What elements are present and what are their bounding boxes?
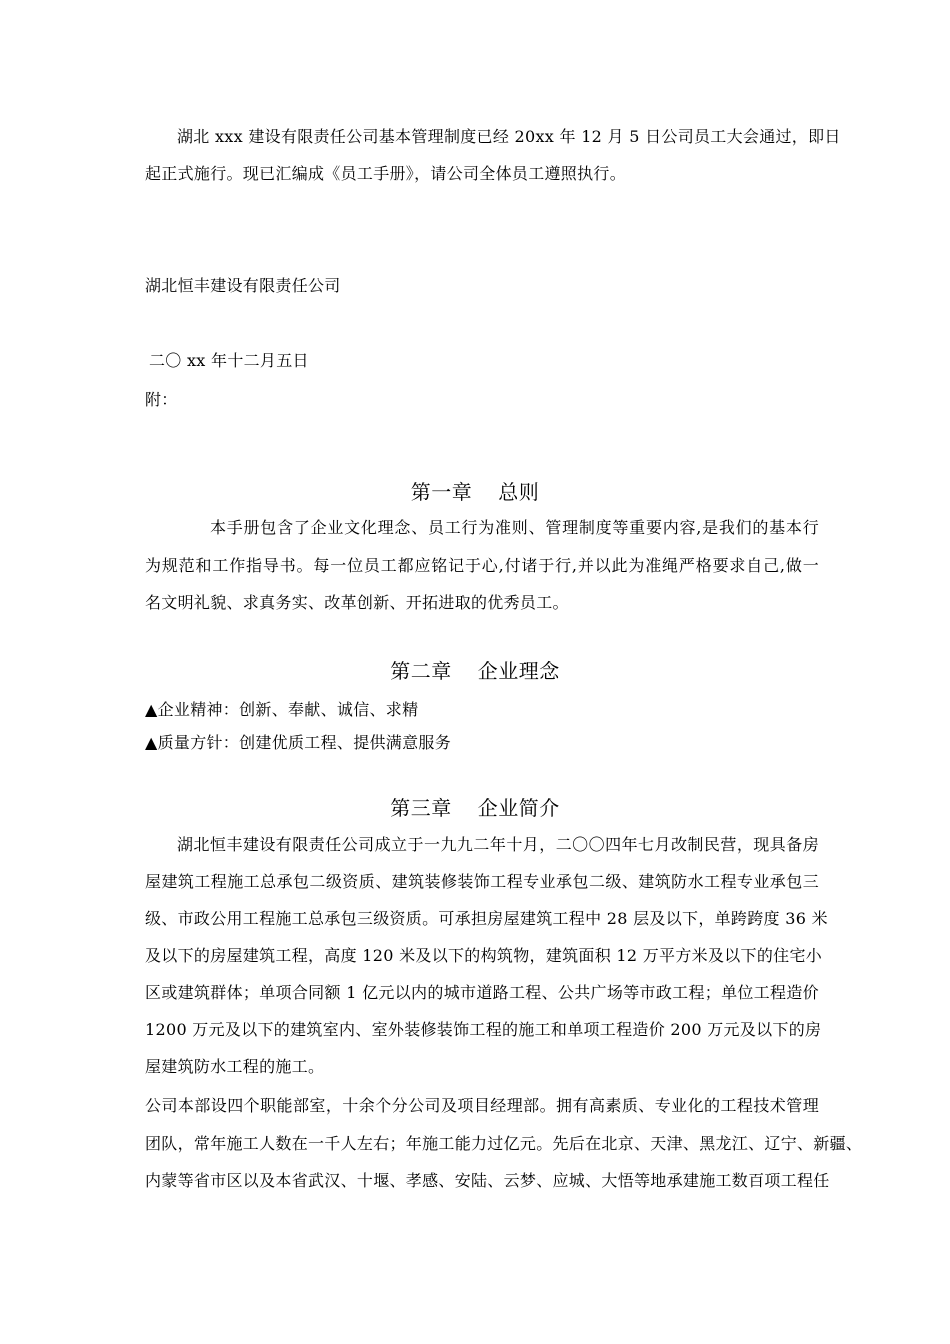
intro-para1-line-1: 湖北恒丰建设有限责任公司成立于一九九二年十月，二〇〇四年七月改制民营，现具备房 (177, 835, 819, 854)
chapter-1-line-1: 本手册包含了企业文化理念、员工行为准则、管理制度等重要内容,是我们的基本行 (210, 518, 819, 537)
intro-para1-line-5: 区或建筑群体；单项合同额 1 亿元以内的城市道路工程、公共广场等市政工程；单位工程造价 (145, 983, 819, 1002)
chapter-1-title: 总则 (498, 480, 540, 504)
chapter-1-number: 第一章 (410, 480, 473, 504)
chapter-1-line-2: 为规范和工作指导书。每一位员工都应铭记于心,付诸于行,并以此为准绳严格要求自己,做一 (145, 556, 819, 575)
appendix-label: 附： (145, 390, 178, 409)
chapter-1-line-3: 名文明礼貌、求真务实、改革创新、开拓进取的优秀员工。 (145, 593, 569, 612)
intro-para2-line-3: 内蒙等省市区以及本省武汉、十堰、孝感、安陆、云梦、应城、大悟等地承建施工数百项工程任 (145, 1171, 830, 1190)
preface-line-2: 起正式施行。现已汇编成《员工手册》，请公司全体员工遵照执行。 (145, 164, 627, 183)
company-signature: 湖北恒丰建设有限责任公司 (145, 276, 341, 295)
intro-para1-line-3: 级、市政公用工程施工总承包三级资质。可承担房屋建筑工程中 28 层及以下，单跨跨度 36 米 (145, 909, 828, 928)
signature-date: 二〇 xx 年十二月五日 (149, 351, 309, 370)
intro-para2-line-2: 团队，常年施工人数在一千人左右；年施工能力过亿元。先后在北京、天津、黑龙江、辽宁、新疆、 (145, 1134, 863, 1153)
chapter-2-number: 第二章 (390, 659, 452, 683)
intro-para1-line-2: 屋建筑工程施工总承包二级资质、建筑装修装饰工程专业承包二级、建筑防水工程专业承包三 (145, 872, 819, 891)
intro-para1-line-7: 屋建筑防水工程的施工。 (145, 1057, 325, 1076)
philosophy-item-spirit: ▲企业精神：创新、奉献、诚信、求精 (145, 700, 419, 719)
chapter-3-number: 第三章 (390, 796, 452, 820)
chapter-2-heading (0, 658, 950, 684)
chapter-3-heading (0, 795, 950, 821)
intro-para1-line-4: 及以下的房屋建筑工程，高度 120 米及以下的构筑物，建筑面积 12 万平方米及以下的住宅小 (145, 946, 823, 965)
intro-para2-line-1: 公司本部设四个职能部室，十余个分公司及项目经理部。拥有高素质、专业化的工程技术管理 (145, 1096, 819, 1115)
chapter-2-title: 企业理念 (477, 659, 560, 683)
preface-line-1: 湖北 xxx 建设有限责任公司基本管理制度已经 20xx 年 12 月 5 日公司员工大会通过，即日 (177, 127, 841, 146)
philosophy-item-quality: ▲质量方针：创建优质工程、提供满意服务 (145, 733, 452, 752)
chapter-3-title: 企业简介 (477, 796, 560, 820)
chapter-1-heading (0, 479, 950, 505)
intro-para1-line-6: 1200 万元及以下的建筑室内、室外装修装饰工程的施工和单项工程造价 200 万元及以下的房 (145, 1020, 822, 1039)
